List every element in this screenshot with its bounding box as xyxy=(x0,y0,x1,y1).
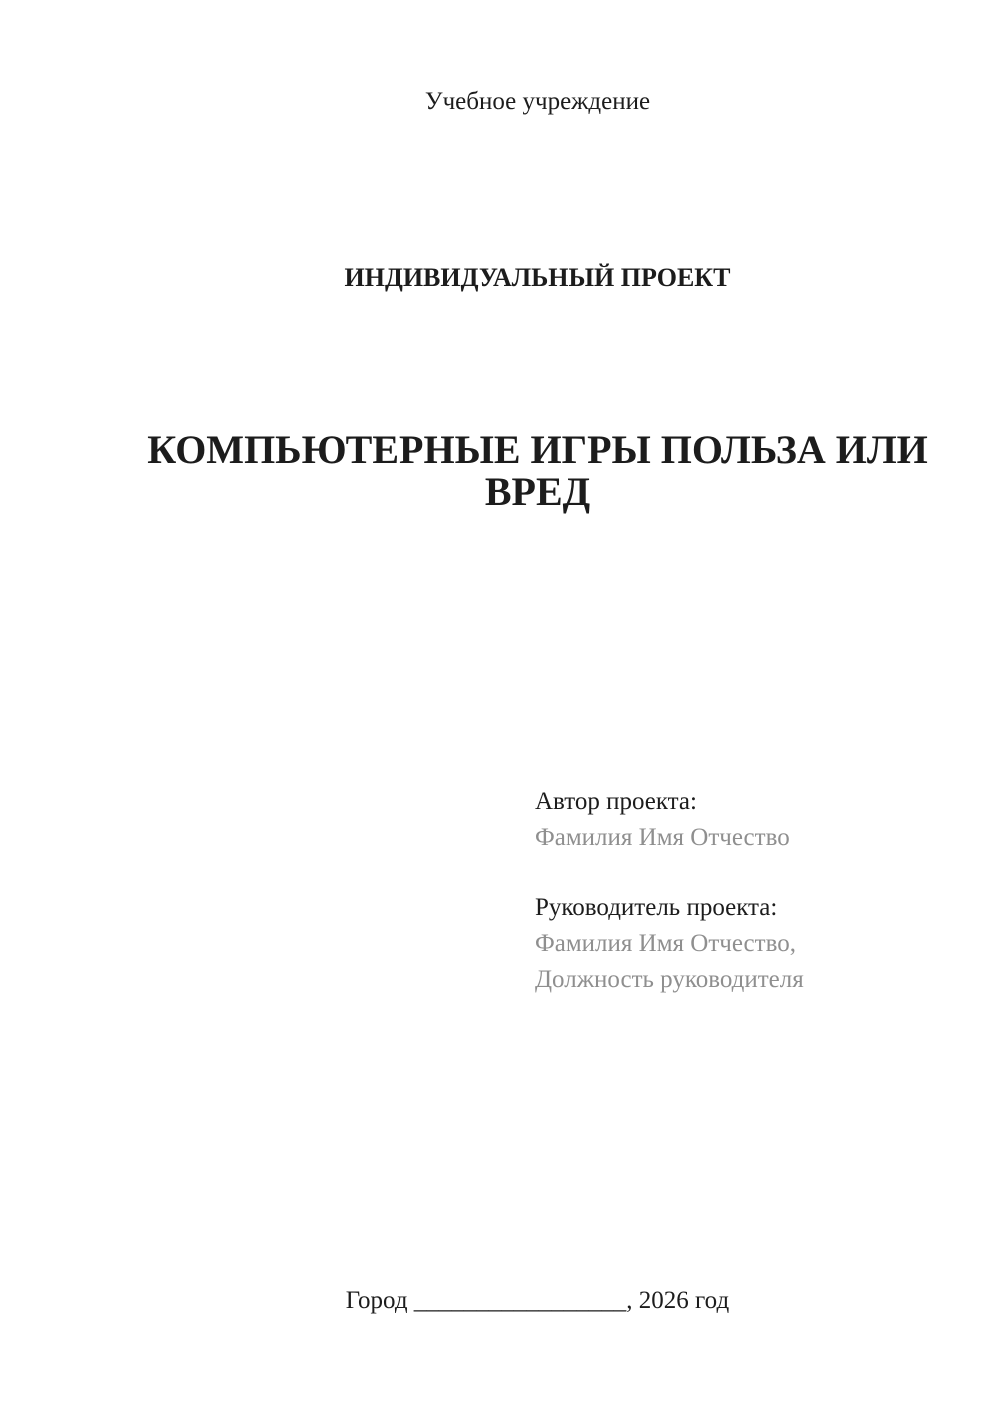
supervisor-position-placeholder: Должность руководителя xyxy=(535,966,804,993)
supervisor-block xyxy=(535,890,804,998)
supervisor-label: Руководитель проекта: xyxy=(535,894,778,921)
supervisor-name-placeholder: Фамилия Имя Отчество, xyxy=(535,930,796,957)
author-label: Автор проекта: xyxy=(535,788,697,815)
city-year-line: Город _________________, 2026 год xyxy=(345,1287,730,1314)
project-title: КОМПЬЮТЕРНЫЕ ИГРЫ ПОЛЬЗА ИЛИ ВРЕД xyxy=(147,427,928,514)
institution-name: Учебное учреждение xyxy=(424,88,651,115)
author-block xyxy=(535,784,790,856)
author-name-placeholder: Фамилия Имя Отчество xyxy=(535,824,790,851)
project-type-heading: ИНДИВИДУАЛЬНЫЙ ПРОЕКТ xyxy=(344,263,731,292)
